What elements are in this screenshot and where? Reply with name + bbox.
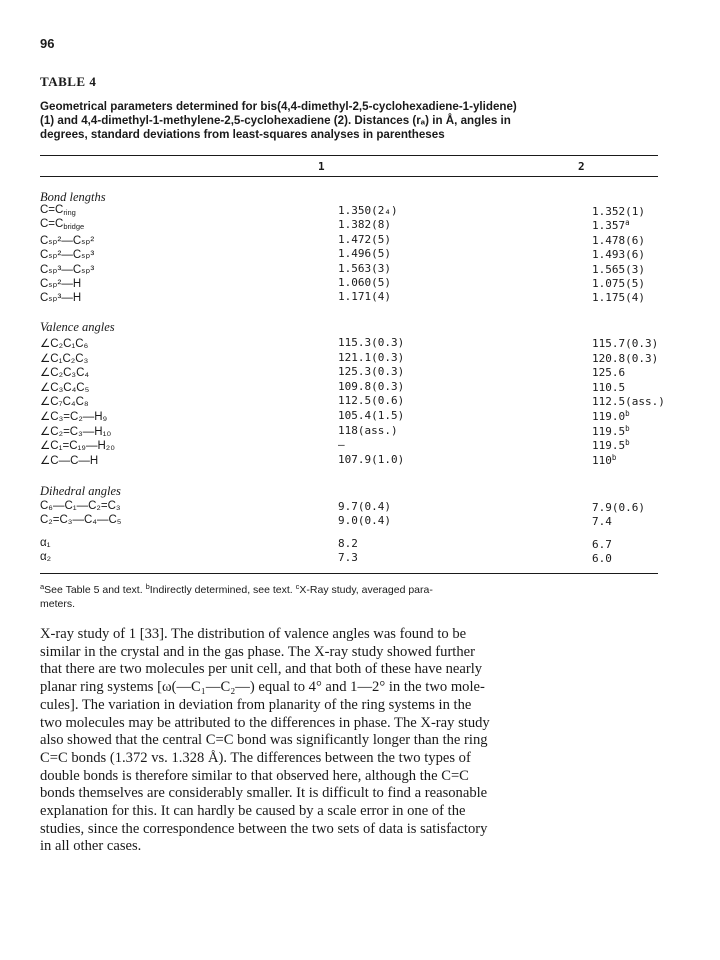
- table-row: [40, 551, 660, 565]
- row-label-main: ∠C₂C₃C₄: [40, 367, 90, 380]
- row-label-main: Cₛₚ²—H: [40, 278, 82, 290]
- value-compound-2-number: 1.493(6): [592, 248, 645, 262]
- value-compound-1: 115.3(0.3): [338, 336, 405, 349]
- footnote-line: meters.: [40, 598, 76, 610]
- value-compound-1: 125.3(0.3): [338, 365, 405, 379]
- value-compound-1: 1.496(5): [338, 247, 391, 261]
- value-compound-2-number: 112.5(ass.): [592, 395, 665, 409]
- row-label: [40, 204, 76, 217]
- footnote-line: [40, 580, 660, 597]
- value-compound-2-number: 1.352(1): [592, 205, 645, 218]
- value-compound-2-note: a: [625, 218, 630, 228]
- value-compound-2: [592, 247, 645, 261]
- caption-line: degrees, standard deviations from least-squares analyses in parentheses: [40, 128, 445, 141]
- value-compound-2-number: 6.7: [592, 538, 612, 551]
- row-label-main: α₁: [40, 537, 51, 549]
- table-row: [40, 365, 660, 379]
- row-label: [40, 438, 115, 453]
- value-compound-2: [592, 424, 630, 438]
- value-compound-2: [592, 276, 645, 290]
- value-compound-2: [592, 537, 612, 551]
- value-compound-2-number: 110.5: [592, 380, 626, 394]
- body-line: bonds themselves are considerably smaller. It is difficult to find a reasonable: [40, 785, 488, 802]
- row-label-sub: ring: [63, 208, 76, 217]
- value-compound-2-number: 125.6: [592, 366, 626, 380]
- table-footnote: [40, 580, 660, 611]
- column-header-1: 1: [318, 160, 325, 173]
- table-row: [40, 537, 660, 551]
- row-label-main: ∠C₁C₂C₃: [40, 352, 89, 365]
- body-line: in all other cases.: [40, 838, 142, 855]
- value-compound-1: 121.1(0.3): [338, 350, 405, 364]
- value-compound-2-number: 119.5: [592, 424, 626, 438]
- row-label: [40, 453, 98, 468]
- value-compound-1: 107.9(1.0): [338, 452, 405, 466]
- table-row: [40, 409, 660, 423]
- value-compound-2-number: 7.4: [592, 514, 612, 528]
- value-compound-2: [592, 380, 625, 394]
- value-compound-1: 9.7(0.4): [338, 500, 391, 513]
- caption-line: (1) and 4,4-dimethyl-1-methylene-2,5-cyclohexadiene (2). Distances (rₐ) in Å, angles in: [40, 114, 511, 127]
- value-compound-1: 9.0(0.4): [338, 513, 391, 527]
- body-line: studies, since the correspondence between the two sets of data is satisfactory: [40, 820, 488, 837]
- value-compound-1: 105.4(1.5): [338, 409, 405, 422]
- caption-line: Geometrical parameters determined for bis(4,4-dimethyl-2,5-cyclohexadiene-1-ylidene): [40, 100, 517, 113]
- table-row: [40, 351, 660, 365]
- value-compound-2: [592, 290, 645, 304]
- value-compound-1: 1.060(5): [338, 276, 391, 289]
- value-compound-1: 7.3: [338, 550, 358, 564]
- value-compound-2: [592, 218, 630, 232]
- value-compound-2-note: b: [611, 452, 617, 462]
- table-row: [40, 424, 660, 438]
- table-row: [40, 438, 660, 452]
- value-compound-1: 112.5(0.6): [338, 394, 405, 408]
- body-line: cules]. The variation in deviation from planarity of the ring systems in the: [40, 696, 472, 713]
- value-compound-2: [592, 262, 645, 276]
- row-label-main: ∠C₁=C₁₉—H₂₀: [40, 440, 115, 453]
- value-compound-1: 1.350(2₄): [338, 204, 398, 217]
- row-label-main: ∠C₂=C₃—H₁₀: [40, 425, 112, 438]
- row-label: [40, 290, 81, 305]
- body-line: that there are two molecules per unit cell, and that both of these have nearly: [40, 661, 483, 678]
- row-label-main: C₆—C₁—C₂=C₃: [40, 500, 121, 512]
- table-bottom-rule: [40, 573, 658, 574]
- value-compound-2: [592, 365, 625, 379]
- value-compound-2-note: b: [625, 423, 630, 433]
- section-title: Bond lengths: [40, 190, 106, 204]
- value-compound-2-number: 7.9(0.6): [592, 501, 645, 514]
- value-compound-2: [592, 551, 612, 565]
- page-number: 96: [40, 36, 55, 51]
- table-header-rule: [40, 176, 658, 177]
- footnote-mark-a: a: [40, 582, 45, 591]
- table-row: [40, 336, 660, 350]
- row-label: [40, 276, 81, 291]
- row-label-main: ∠C₃C₄C₅: [40, 381, 90, 394]
- row-label-main: Cₛₚ³—Cₛₚ³: [40, 263, 95, 276]
- value-compound-2-number: 6.0: [592, 551, 612, 565]
- value-compound-2-number: 1.478(6): [592, 233, 645, 247]
- table-row: [40, 514, 660, 528]
- value-compound-2: [592, 500, 645, 514]
- table-row: [40, 500, 660, 514]
- row-label: [40, 365, 89, 380]
- row-label: [40, 262, 94, 277]
- value-compound-2: [592, 233, 645, 247]
- body-line: similar in the crystal and in the gas phase. The X-ray study showed further: [40, 643, 475, 660]
- table-row: [40, 233, 660, 247]
- row-label-main: ∠C₇C₄C₈: [40, 396, 89, 409]
- value-compound-1: 109.8(0.3): [338, 379, 405, 393]
- value-compound-2: [592, 351, 658, 365]
- row-label: [40, 514, 121, 527]
- body-line: explanation for this. It can hardly be caused by a scale error in one of the: [40, 803, 466, 820]
- row-label-main: C=C: [40, 218, 64, 231]
- value-compound-2-number: 1.565(3): [592, 262, 645, 276]
- body-line: double bonds is therefore similar to that observed here, although the C=C: [40, 767, 469, 784]
- footnote-mark-c: c: [295, 582, 300, 591]
- footnote-b-text: Indirectly determined, see text.: [149, 584, 296, 596]
- row-label: [40, 218, 84, 231]
- row-label: [40, 537, 51, 550]
- value-compound-2-number: 115.7(0.3): [592, 337, 659, 350]
- row-label: [40, 233, 94, 248]
- body-line: two molecules may be attributed to the differences in phase. The X-ray study: [40, 714, 490, 731]
- value-compound-2-number: 119.5: [592, 439, 626, 453]
- table-row: [40, 394, 665, 409]
- value-compound-2: [592, 514, 612, 528]
- row-label: [40, 551, 51, 564]
- row-label-main: C₂=C₃—C₄—C₅: [40, 513, 122, 526]
- table-top-rule: [40, 155, 658, 156]
- value-compound-2-note: b: [625, 409, 630, 418]
- row-label: [40, 336, 88, 351]
- value-compound-2: [592, 394, 665, 408]
- value-compound-1: 1.382(8): [338, 218, 391, 232]
- value-compound-1: 1.472(5): [338, 232, 391, 246]
- value-compound-2-number: 120.8(0.3): [592, 351, 659, 365]
- table-row: [40, 453, 660, 467]
- row-label-sub: bridge: [63, 222, 85, 232]
- value-compound-2: [592, 204, 645, 218]
- value-compound-2-number: 1.175(4): [592, 291, 645, 305]
- value-compound-2-number: 119.0: [592, 410, 626, 423]
- value-compound-2-note: b: [625, 438, 630, 448]
- row-label: [40, 351, 88, 366]
- section-title: Dihedral angles: [40, 484, 121, 498]
- row-label: [40, 380, 89, 395]
- footnote-c-text: X-Ray study, averaged para-: [299, 584, 433, 596]
- table-row: [40, 204, 660, 218]
- row-label-main: C=C: [40, 204, 64, 216]
- value-compound-1: 1.563(3): [338, 261, 391, 275]
- table-row: [40, 290, 660, 304]
- footnote-mark-b: b: [145, 582, 150, 591]
- row-label-main: α₂: [40, 550, 52, 563]
- table-label: TABLE 4: [40, 74, 97, 89]
- row-label: [40, 247, 94, 262]
- row-label-main: Cₛₚ³—H: [40, 292, 82, 305]
- table-caption: [40, 100, 670, 142]
- row-label-main: Cₛₚ²—Cₛₚ³: [40, 249, 95, 262]
- value-compound-1: 1.171(4): [338, 290, 391, 304]
- value-compound-2: [592, 336, 658, 350]
- value-compound-2: [592, 409, 630, 423]
- row-label-main: ∠C—C—H: [40, 454, 99, 467]
- value-compound-2: [592, 438, 630, 452]
- table-row: [40, 247, 660, 261]
- table-row: [40, 218, 660, 232]
- table-row: [40, 276, 660, 290]
- body-paragraph: [40, 626, 680, 856]
- value-compound-2-number: 1.357: [592, 219, 626, 233]
- body-line: planar ring systems [ω(—C₁—C₂—) equal to 4° and 1—2° in the two mole-: [40, 679, 485, 696]
- row-label: [40, 424, 111, 439]
- row-label-main: Cₛₚ²—Cₛₚ²: [40, 234, 95, 247]
- table-row: [40, 262, 660, 276]
- section-title: Valence angles: [40, 320, 115, 334]
- row-label-main: ∠C₃=C₂—H₉: [40, 411, 108, 423]
- value-compound-2: [592, 453, 616, 467]
- body-line: X-ray study of 1 [33]. The distribution of valence angles was found to be: [40, 626, 467, 642]
- value-compound-2-number: 1.075(5): [592, 277, 645, 290]
- body-line: also showed that the central C=C bond was significantly longer than the ring: [40, 732, 488, 749]
- row-label: [40, 409, 107, 424]
- footnote-a-text: See Table 5 and text.: [44, 584, 146, 596]
- row-label: [40, 394, 89, 409]
- column-header-2: 2: [578, 160, 585, 173]
- body-line: C=C bonds (1.372 vs. 1.328 Å). The differences between the two types of: [40, 749, 471, 766]
- row-label-main: ∠C₂C₁C₆: [40, 338, 89, 350]
- value-compound-2-number: 110: [592, 453, 612, 467]
- row-label: [40, 500, 121, 513]
- value-compound-1: 8.2: [338, 537, 358, 550]
- value-compound-1: —: [338, 438, 345, 452]
- table-row: [40, 380, 660, 394]
- value-compound-1: 118(ass.): [338, 423, 398, 437]
